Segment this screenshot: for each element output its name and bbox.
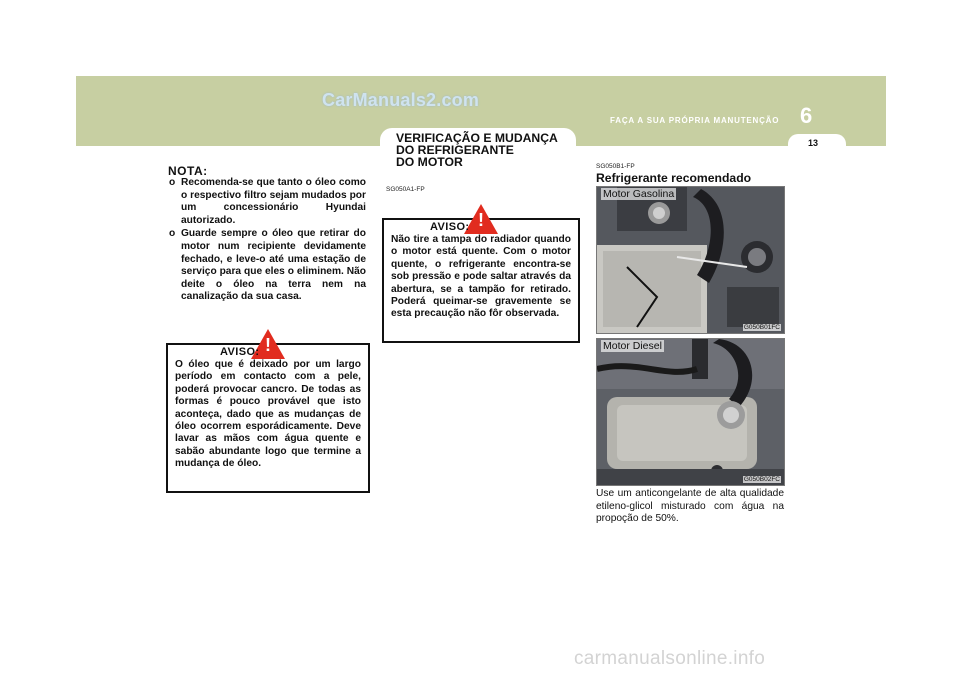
photo-code: G050B01FC <box>743 324 780 331</box>
warning-title: AVISO: <box>220 346 260 358</box>
note-item: o Guarde sempre o óleo que retirar do motor num recipiente devidamente fechado, e leve-o até uma estação de serviço para que eles o eliminem. Não deite o óleo na terra nem na canalização da sua casa. <box>168 228 366 304</box>
watermark: carmanualsonline.info <box>574 648 766 669</box>
site-logo[interactable]: CarManuals2.com <box>322 90 480 110</box>
subsection-ref-code: SG050B1-FP <box>596 163 635 170</box>
chapter-number: 6 <box>800 103 813 128</box>
section-ref-code: SG050A1-FP <box>386 186 425 193</box>
chapter-title: FAÇA A SUA PRÓPRIA MANUTENÇÃO <box>610 116 780 125</box>
diesel-engine-illustration <box>597 339 784 485</box>
coolant-recommendation-text: Use um anticongelante de alta qualidade etileno-glicol misturado com água na propoção de 50%. <box>596 488 784 525</box>
note-list <box>168 177 366 305</box>
warning-text: O óleo que é deixado por um largo período em contacto com a pele, poderá provocar cancro. De todas as formas é pouco provável que isto aconteça, dado que as mudanças de óleo ocorrem esporádicamente. Deve lavar as mãos com água quente e sabão abundante logo que termine a mudança de óleo. <box>175 359 361 470</box>
page-number: 13 <box>807 138 818 148</box>
warning-text: Não tire a tampa do radiador quando o motor está quente. Com o motor quente, o refrigerante encontra-se sob pressão e pode saltar através da abertura, se a tampão for retirado. Poderá queimar-se gravemente se esta precaução não fôr observada. <box>391 234 571 320</box>
gasoline-engine-photo <box>596 186 785 334</box>
exclamation-icon: ! <box>478 210 484 230</box>
exclamation-icon: ! <box>265 335 271 355</box>
photo-label: Motor Gasolina <box>603 188 675 200</box>
subsection-heading: Refrigerante recomendado <box>596 171 752 185</box>
photo-label: Motor Diesel <box>603 340 662 352</box>
radiator-warning-box <box>382 210 580 343</box>
warning-title: AVISO: <box>430 221 470 233</box>
gasoline-engine-illustration <box>597 187 784 333</box>
photo-code: G050B02FC <box>743 476 780 483</box>
section-heading: VERIFICAÇÃO E MUDANÇA DO REFRIGERANTE DO MOTOR <box>396 131 558 169</box>
note-title: NOTA: <box>168 164 208 178</box>
diesel-engine-photo <box>596 338 785 486</box>
note-item: o Recomenda-se que tanto o óleo como o respectivo filtro sejam mudados por um concessionário Hyundai autorizado. <box>168 177 366 227</box>
oil-warning-box <box>166 335 370 493</box>
